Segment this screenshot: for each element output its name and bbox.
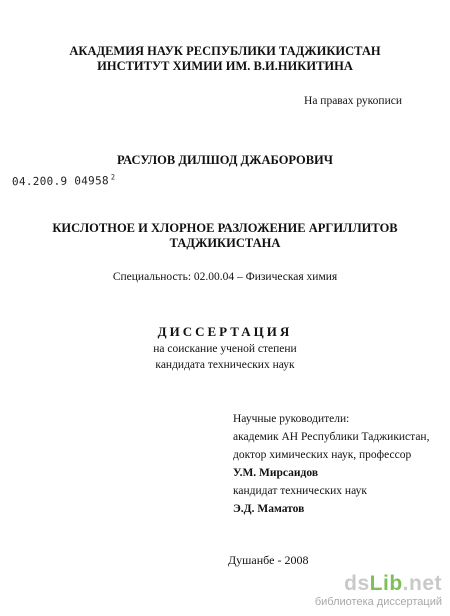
supervisor-1-name: У.М. Мирсаидов (233, 467, 319, 479)
degree-line-2: кандидата технических наук (155, 359, 295, 371)
supervisor-2-name: Э.Д. Маматов (233, 503, 305, 515)
registration-stamp (12, 173, 116, 188)
supervisor-1-title-2: доктор химических наук, профессор (233, 449, 412, 461)
registration-code: 04.200.9 04958 (11, 174, 109, 189)
registration-mark: 2 (110, 173, 116, 182)
watermark-logo-suffix: .net (402, 572, 442, 595)
watermark-logo (344, 572, 442, 596)
degree-line-1: на соискание ученой степени (153, 343, 297, 355)
specialty: Специальность: 02.00.04 – Физическая химия (112, 271, 338, 283)
supervisor-2-title: кандидат технических наук (233, 485, 367, 497)
document-type: ДИССЕРТАЦИЯ (157, 324, 293, 339)
watermark-subtitle: библиотека диссертаций (314, 596, 442, 608)
institution-line-1: АКАДЕМИЯ НАУК РЕСПУБЛИКИ ТАДЖИКИСТАН (69, 44, 381, 58)
thesis-title-line-2: ТАДЖИКИСТАНА (169, 236, 281, 250)
supervisor-1-title-1: академик АН Республики Таджикистан, (233, 431, 430, 443)
thesis-title-line-1: КИСЛОТНОЕ И ХЛОРНОЕ РАЗЛОЖЕНИЕ АРГИЛЛИТОВ (52, 221, 398, 235)
dslib-watermark (292, 572, 442, 612)
watermark-logo-accent: Lib (369, 572, 403, 595)
city-year: Душанбе - 2008 (228, 553, 309, 567)
watermark-logo-prefix: ds (344, 572, 370, 595)
institution-line-2: ИНСТИТУТ ХИМИИ ИМ. В.И.НИКИТИНА (97, 59, 353, 73)
author-name: РАСУЛОВ ДИЛШОД ДЖАБОРОВИЧ (117, 153, 333, 167)
manuscript-rights-note: На правах рукописи (304, 95, 402, 107)
supervisors-heading: Научные руководители: (233, 413, 350, 425)
